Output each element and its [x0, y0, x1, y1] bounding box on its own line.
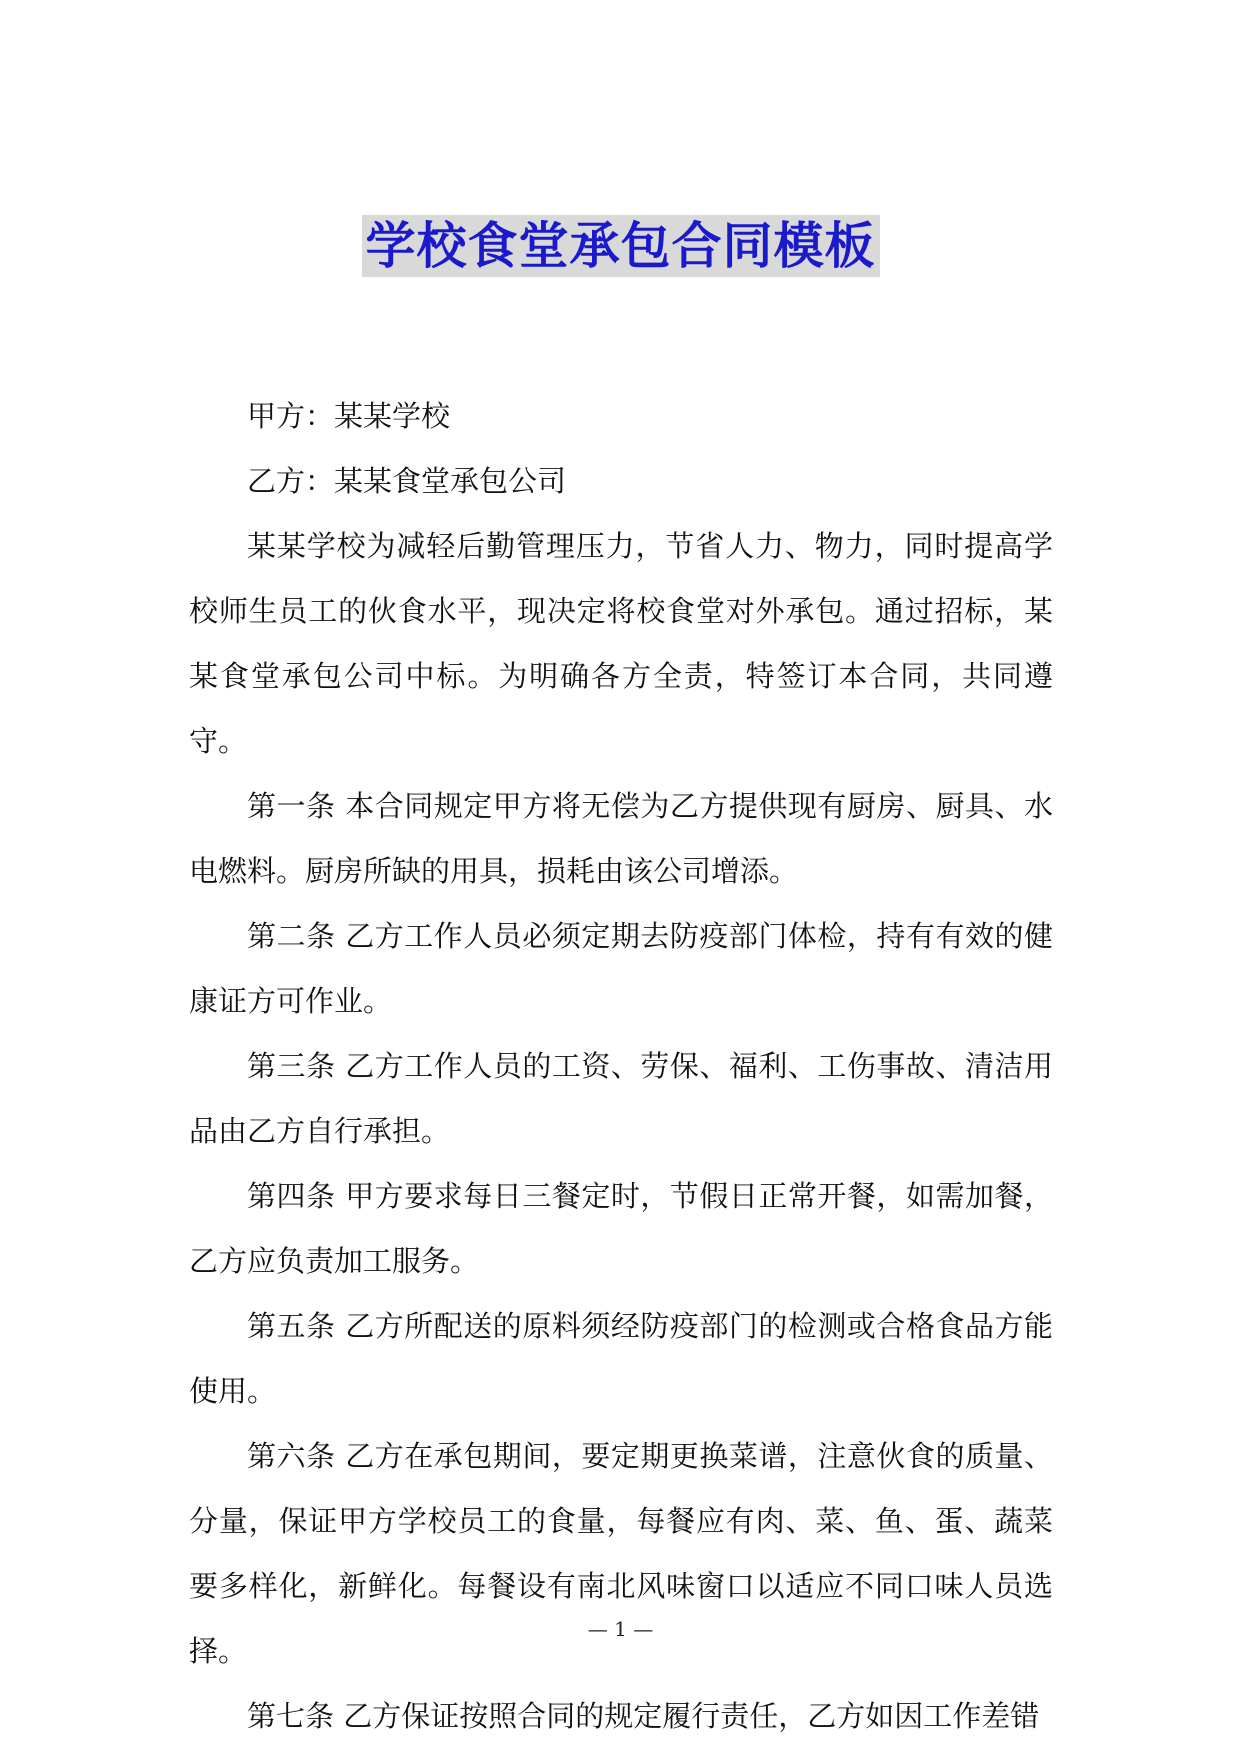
document-title: 学校食堂承包合同模板: [362, 215, 880, 277]
intro-paragraph: 某某学校为减轻后勤管理压力，节省人力、物力，同时提高学校师生员工的伙食水平，现决定将校食堂对外承包。通过招标，某某食堂承包公司中标。为明确各方全责，特签订本合同，共同遵守。: [189, 529, 1053, 758]
article-1: 第一条 本合同规定甲方将无偿为乙方提供现有厨房、厨具、水电燃料。厨房所缺的用具，损耗由该公司增添。: [189, 789, 1053, 888]
article-7: 第七条 乙方保证按照合同的规定履行责任，乙方如因工作差错: [247, 1699, 1040, 1733]
title-container: [0, 215, 1241, 277]
article-6: 第六条 乙方在承包期间，要定期更换菜谱，注意伙食的质量、分量，保证甲方学校员工的食量，每餐应有肉、菜、鱼、蛋、蔬菜要多样化，新鲜化。每餐设有南北风味窗口以适应不同口味人员选择。: [189, 1439, 1053, 1668]
document-body: [189, 384, 1053, 1749]
article-5: 第五条 乙方所配送的原料须经防疫部门的检测或合格食品方能使用。: [189, 1309, 1053, 1408]
party-b-line: 乙方：某某食堂承包公司: [247, 464, 567, 498]
article-3: 第三条 乙方工作人员的工资、劳保、福利、工伤事故、清洁用品由乙方自行承担。: [189, 1049, 1053, 1148]
party-a-line: 甲方：某某学校: [247, 399, 451, 433]
article-2: 第二条 乙方工作人员必须定期去防疫部门体检，持有有效的健康证方可作业。: [189, 919, 1053, 1018]
article-4: 第四条 甲方要求每日三餐定时，节假日正常开餐，如需加餐，乙方应负责加工服务。: [189, 1179, 1053, 1278]
page-number: — 1 —: [587, 1617, 654, 1641]
